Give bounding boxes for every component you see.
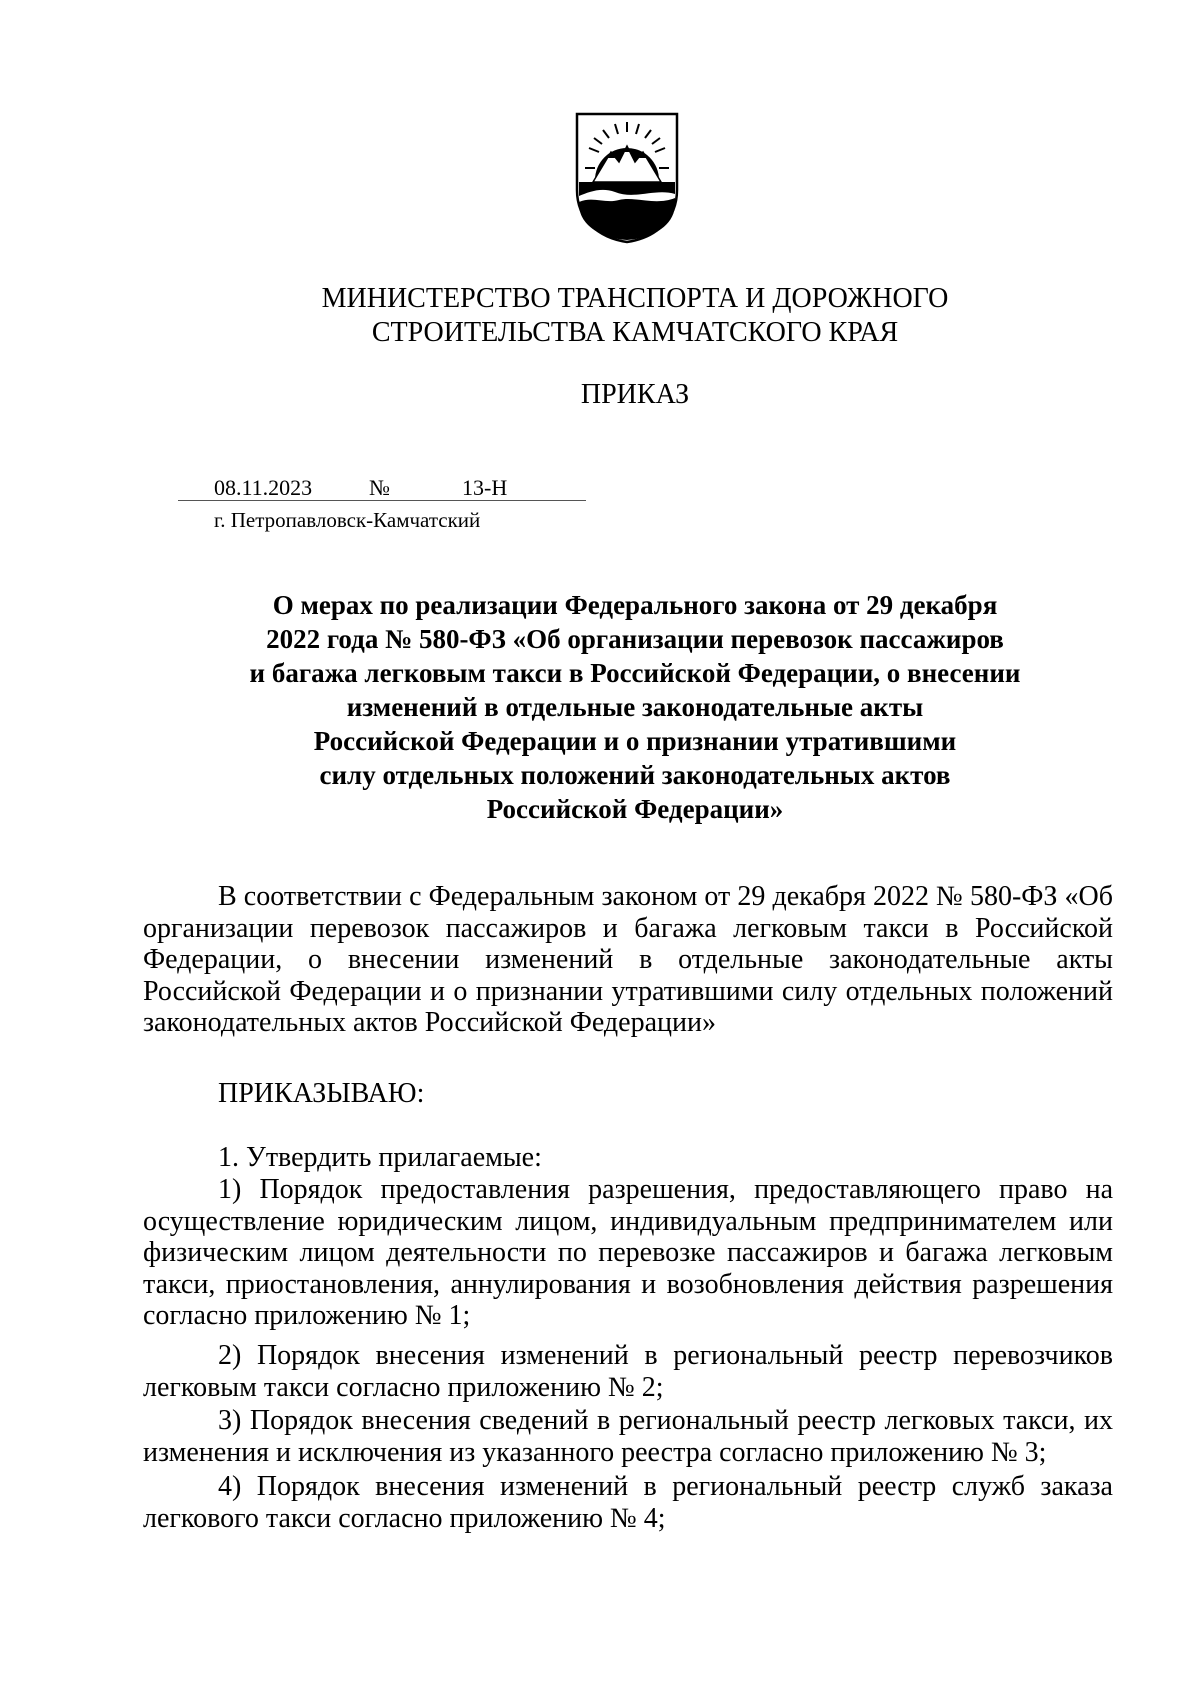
ministry-line: СТРОИТЕЛЬСТВА КАМЧАТСКОГО КРАЯ [371,317,899,348]
list-item [143,1174,1113,1332]
list-item-line: такси, приостановления, аннулирования и возобновления действия разрешения [143,1268,1113,1300]
title-line: изменений в отдельные законодательные акты [346,692,924,722]
document-number: 13-Н [462,475,508,500]
document-type: ПРИКАЗ [580,379,690,410]
list-item-line: согласно приложению № 1; [143,1300,471,1332]
list-item-line: легкового такси согласно приложению № 4; [143,1502,666,1534]
approve-line: 1. Утвердить прилагаемые: [218,1142,542,1173]
list-item-line: легковым такси согласно приложению № 2; [143,1371,664,1403]
preamble-paragraph [143,881,1113,1039]
list-item-line: 1) Порядок предоставления разрешения, предоставляющего право на [218,1174,1113,1205]
title-line: силу отдельных положений законодательных актов [319,760,951,790]
city: г. Петропавловск-Камчатский [214,508,481,532]
title-line: Российской Федерации» [486,794,784,824]
date-number-line [178,476,586,501]
order-word: ПРИКАЗЫВАЮ: [218,1078,425,1109]
kamchatka-coat-of-arms-icon [575,112,679,244]
list-item-line: 3) Порядок внесения сведений в региональный реестр легковых такси, их [218,1405,1113,1436]
title-line: и багажа легковым такси в Российской Федерации, о внесении [249,658,1021,688]
title-line: Российской Федерации и о признании утратившими [313,726,957,756]
list-item [143,1340,1113,1403]
ministry-name [160,282,1110,350]
list-item [143,1471,1113,1534]
preamble-line: Федерации, о внесении изменений в отдельные законодательные акты [143,944,1113,976]
list-item [143,1405,1113,1468]
preamble-line: законодательных актов Российской Федерации» [143,1007,716,1039]
list-item-line: 2) Порядок внесения изменений в региональный реестр перевозчиков [218,1340,1113,1371]
number-sign: № [369,475,390,500]
preamble-line: организации перевозок пассажиров и багажа легковым такси в Российской [143,912,1113,944]
document-title [160,588,1110,826]
list-item-line: 4) Порядок внесения изменений в региональный реестр служб заказа [218,1471,1113,1502]
title-line: 2022 года № 580-ФЗ «Об организации перевозок пассажиров [266,624,1004,654]
preamble-line: Российской Федерации и о признании утратившими силу отдельных положений [143,975,1113,1007]
document-date: 08.11.2023 [214,475,313,500]
preamble-line: В соответствии с Федеральным законом от 29 декабря 2022 № 580-ФЗ «Об [218,881,1113,912]
ministry-line: МИНИСТЕРСТВО ТРАНСПОРТА И ДОРОЖНОГО [321,283,949,314]
list-item-line: изменения и исключения из указанного реестра согласно приложению № 3; [143,1436,1047,1468]
list-item-line: осуществление юридическим лицом, индивидуальным предпринимателем или [143,1205,1113,1237]
title-line: О мерах по реализации Федерального закона от 29 декабря [272,590,998,620]
list-item-line: физическим лицом деятельности по перевозке пассажиров и багажа легковым [143,1237,1113,1269]
